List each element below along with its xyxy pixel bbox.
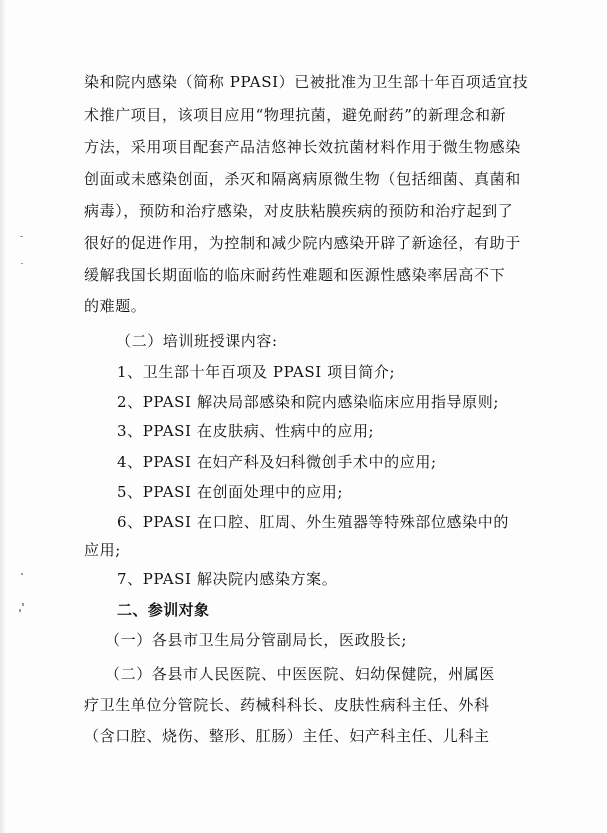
section-item: （二）各县市人民医院、中医医院、妇幼保健院，州属医 bbox=[105, 665, 496, 683]
scan-mark bbox=[19, 609, 21, 612]
training-item: 2、PPASI 解决局部感染和院内感染临床应用指导原则; bbox=[117, 393, 500, 411]
paragraph-line: 缓解我国长期面临的临床耐药性难题和医源性感染率居高不下 bbox=[84, 266, 506, 284]
paragraph-line: 方法，采用项目配套产品洁悠神长效抗菌材料作用于微生物感染 bbox=[84, 138, 521, 156]
training-item: 7、PPASI 解决院内感染方案。 bbox=[117, 570, 338, 588]
training-item: 6、PPASI 在口腔、肛周、外生殖器等特殊部位感染中的 bbox=[117, 513, 509, 531]
training-item: 应用; bbox=[84, 541, 121, 559]
scan-mark bbox=[22, 603, 24, 606]
paragraph-line: 病毒），预防和治疗感染，对皮肤粘膜疾病的预防和治疗起到了 bbox=[84, 202, 514, 220]
paragraph-line: 术推广项目，该项目应用“物理抗菌，避免耐药”的新理念和新 bbox=[84, 106, 507, 124]
training-item: 4、PPASI 在妇产科及妇科微创手术中的应用; bbox=[117, 453, 437, 471]
paragraph-line: 的难题。 bbox=[84, 297, 147, 315]
paragraph-line: 染和院内感染（简称 PPASI）已被批准为卫生部十年百项适宜技 bbox=[84, 73, 529, 91]
scan-mark bbox=[21, 263, 23, 264]
section-item: （含口腔、烧伤、整形、肛肠）主任、妇产科主任、儿科主 bbox=[84, 727, 490, 745]
paragraph-line: 很好的促进作用，为控制和减少院内感染开辟了新途径，有助于 bbox=[84, 234, 521, 252]
scan-mark bbox=[21, 573, 23, 575]
section-item: 疗卫生单位分管院长、药械科科长、皮肤性病科主任、外科 bbox=[84, 696, 490, 714]
training-heading: （二）培训班授课内容: bbox=[116, 332, 278, 350]
section-item: （一）各县市卫生局分管副局长，医政股长; bbox=[105, 631, 408, 649]
section-heading: 二、参训对象 bbox=[117, 601, 210, 619]
scan-mark bbox=[20, 236, 23, 237]
training-item: 1、卫生部十年百项及 PPASI 项目简介; bbox=[117, 363, 396, 381]
scan-edge-shadow bbox=[0, 0, 6, 833]
paragraph-line: 创面或未感染创面，杀灭和隔离病原微生物（包括细菌、真菌和 bbox=[84, 170, 521, 188]
training-item: 3、PPASI 在皮肤病、性病中的应用; bbox=[117, 422, 375, 440]
training-item: 5、PPASI 在创面处理中的应用; bbox=[117, 483, 344, 501]
